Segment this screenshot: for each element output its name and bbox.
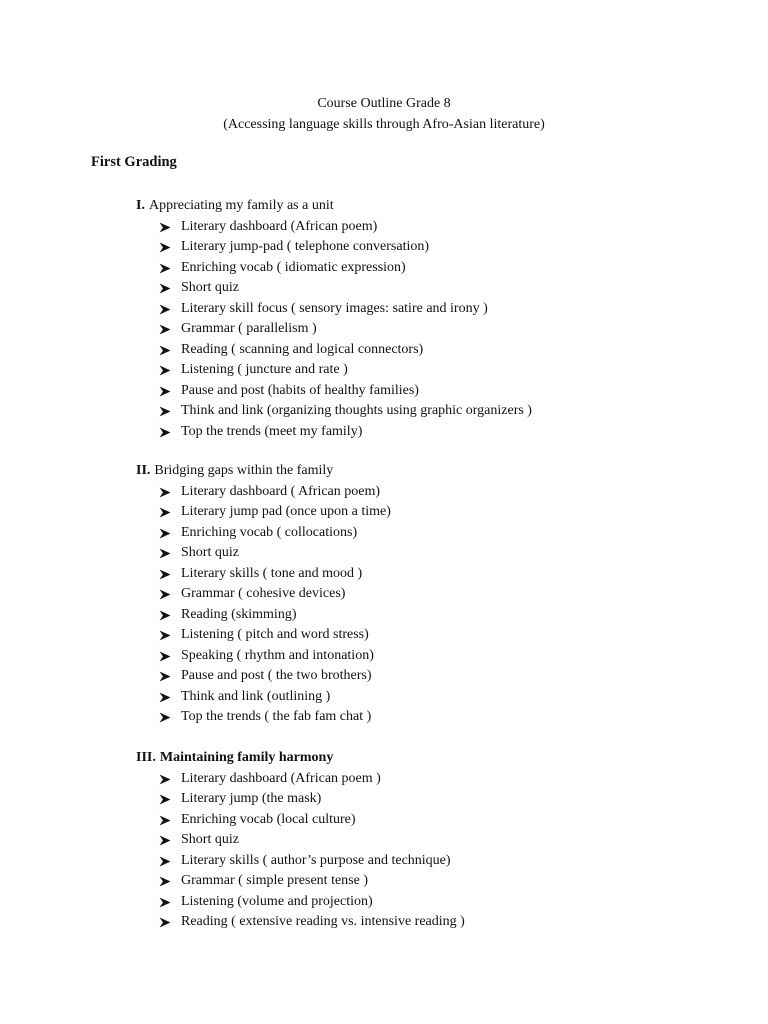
list-item-text: Literary jump pad (once upon a time) (181, 504, 391, 519)
list-item-text: Listening (volume and projection) (181, 893, 373, 909)
list-item (136, 217, 696, 238)
list-item (136, 666, 696, 687)
section-heading (136, 196, 696, 217)
list-item (136, 401, 696, 422)
list-item (136, 871, 696, 892)
arrowhead-bullet-icon (159, 283, 171, 294)
list-item (136, 707, 696, 728)
arrowhead-bullet-icon (159, 365, 171, 376)
list-item-text: Think and link (outlining ) (181, 688, 331, 704)
list-item (136, 381, 696, 402)
arrowhead-bullet-icon (159, 610, 171, 621)
list-item (136, 810, 696, 831)
list-item (136, 482, 696, 503)
list-item (136, 422, 696, 443)
section-heading (136, 748, 696, 769)
list-item-text: Pause and post (habits of healthy families) (181, 382, 419, 398)
list-item (136, 543, 696, 564)
list-item-text: Speaking ( rhythm and intonation) (181, 647, 374, 663)
list-item-text: Literary skill focus ( sensory images: satire and irony ) (181, 300, 488, 316)
arrowhead-bullet-icon (159, 774, 171, 785)
list-item-text: Grammar ( cohesive devices) (181, 586, 346, 601)
arrowhead-bullet-icon (159, 671, 171, 682)
list-item (136, 360, 696, 381)
document-subtitle: (Accessing language skills through Afro-Asian literature) (223, 117, 545, 132)
arrowhead-bullet-icon (159, 712, 171, 723)
list-item-text: Listening ( pitch and word stress) (181, 627, 369, 642)
document-title: Course Outline Grade 8 (317, 96, 451, 111)
list-item (136, 892, 696, 913)
list-item-text: Literary dashboard (African poem) (181, 218, 378, 234)
outline-section (136, 461, 696, 728)
arrowhead-bullet-icon (159, 548, 171, 559)
list-item-text: Literary dashboard (African poem ) (181, 770, 381, 786)
arrowhead-bullet-icon (159, 304, 171, 315)
arrowhead-bullet-icon (159, 263, 171, 274)
list-item-text: Literary dashboard ( African poem) (181, 483, 381, 499)
arrowhead-bullet-icon (159, 917, 171, 928)
arrowhead-bullet-icon (159, 897, 171, 908)
list-item (136, 769, 696, 790)
title-block (0, 93, 768, 135)
section-number: I. (136, 198, 145, 213)
list-item-text: Literary jump-pad ( telephone conversation) (181, 239, 430, 254)
section-item-list (136, 769, 696, 933)
list-item-text: Listening ( juncture and rate ) (181, 362, 348, 377)
list-item (136, 237, 696, 258)
arrowhead-bullet-icon (159, 856, 171, 867)
list-item (136, 299, 696, 320)
section-heading (136, 461, 696, 482)
arrowhead-bullet-icon (159, 835, 171, 846)
list-item-text: Top the trends (meet my family) (181, 423, 363, 439)
list-item (136, 340, 696, 361)
arrowhead-bullet-icon (159, 876, 171, 887)
list-item-text: Top the trends ( the fab fam chat ) (181, 709, 372, 724)
list-item-text: Grammar ( simple present tense ) (181, 873, 368, 888)
list-item-text: Short quiz (181, 832, 239, 847)
section-number: III. (136, 750, 156, 765)
arrowhead-bullet-icon (159, 324, 171, 335)
arrowhead-bullet-icon (159, 692, 171, 703)
grading-heading: First Grading (91, 154, 177, 170)
list-item-text: Short quiz (181, 545, 239, 560)
list-item-text: Enriching vocab (local culture) (181, 811, 356, 827)
section-item-list (136, 217, 696, 443)
arrowhead-bullet-icon (159, 487, 171, 498)
arrowhead-bullet-icon (159, 427, 171, 438)
arrowhead-bullet-icon (159, 507, 171, 518)
arrowhead-bullet-icon (159, 406, 171, 417)
list-item (136, 687, 696, 708)
outline-section (136, 748, 696, 933)
list-item (136, 830, 696, 851)
arrowhead-bullet-icon (159, 569, 171, 580)
list-item (136, 319, 696, 340)
arrowhead-bullet-icon (159, 222, 171, 233)
arrowhead-bullet-icon (159, 589, 171, 600)
section-title: Maintaining family harmony (159, 750, 334, 765)
list-item (136, 258, 696, 279)
list-item-text: Literary skills ( tone and mood ) (181, 565, 363, 581)
list-item-text: Enriching vocab ( collocations) (181, 524, 358, 540)
list-item-text: Literary jump (the mask) (181, 791, 322, 806)
arrowhead-bullet-icon (159, 386, 171, 397)
list-item (136, 502, 696, 523)
section-item-list (136, 482, 696, 728)
arrowhead-bullet-icon (159, 651, 171, 662)
list-item-text: Literary skills ( author’s purpose and technique) (181, 852, 451, 868)
section-number: II. (136, 463, 151, 478)
section-title: Appreciating my family as a unit (148, 198, 334, 213)
list-item (136, 278, 696, 299)
arrowhead-bullet-icon (159, 630, 171, 641)
arrowhead-bullet-icon (159, 345, 171, 356)
list-item (136, 523, 696, 544)
list-item (136, 646, 696, 667)
list-item (136, 625, 696, 646)
list-item (136, 584, 696, 605)
list-item-text: Grammar ( parallelism ) (181, 321, 317, 336)
list-item-text: Reading (skimming) (181, 606, 297, 622)
list-item-text: Short quiz (181, 280, 239, 295)
list-item-text: Reading ( extensive reading vs. intensive reading ) (181, 914, 465, 929)
outline-section (136, 196, 696, 442)
list-item (136, 789, 696, 810)
list-item-text: Think and link (organizing thoughts using graphic organizers ) (181, 403, 532, 418)
list-item-text: Pause and post ( the two brothers) (181, 668, 372, 683)
arrowhead-bullet-icon (159, 528, 171, 539)
arrowhead-bullet-icon (159, 242, 171, 253)
list-item-text: Reading ( scanning and logical connectors) (181, 341, 424, 357)
arrowhead-bullet-icon (159, 794, 171, 805)
section-title: Bridging gaps within the family (154, 463, 334, 478)
arrowhead-bullet-icon (159, 815, 171, 826)
list-item (136, 912, 696, 933)
list-item (136, 851, 696, 872)
list-item (136, 564, 696, 585)
list-item (136, 605, 696, 626)
list-item-text: Enriching vocab ( idiomatic expression) (181, 259, 406, 275)
